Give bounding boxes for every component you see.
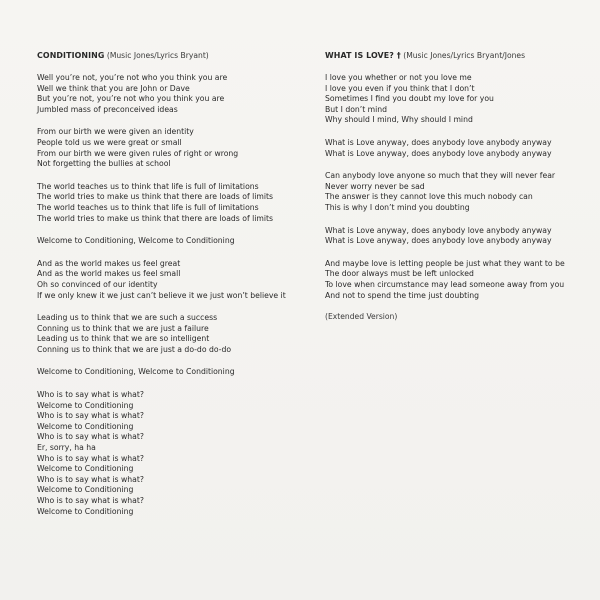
- lyric-line: What is Love anyway, does anybody love anybody anyway: [325, 148, 552, 158]
- song-credit: (Music Jones/Lyrics Bryant): [104, 51, 209, 60]
- lyric-line: Conning us to think that we are just a failure: [37, 323, 209, 333]
- lyric-line: Who is to say what is what?: [37, 496, 144, 505]
- stanza: [37, 236, 307, 247]
- lyric-line: Welcome to Conditioning: [37, 421, 134, 431]
- lyric-line: The world teaches us to think that life is full of limitations: [37, 202, 259, 212]
- lyric-line: The answer is they cannot love this much nobody can: [325, 192, 533, 202]
- version-note: (Extended Version): [325, 312, 398, 322]
- lyric-line: And maybe love is letting people be just what they want to be: [325, 258, 565, 268]
- lyric-line: What is Love anyway, does anybody love anybody anyway: [325, 236, 552, 246]
- lyric-line: And as the world makes us feel great: [37, 258, 181, 268]
- lyric-line: People told us we were great or small: [37, 137, 182, 147]
- lyric-line: This is why I don’t mind you doubting: [325, 202, 470, 212]
- lyric-line: Conning us to think that we are just a do-do do-do: [37, 344, 232, 354]
- lyric-line: Welcome to Conditioning, Welcome to Conditioning: [37, 236, 235, 246]
- song-heading: [37, 50, 307, 61]
- lyric-line: Well we think that you are John or Dave: [37, 83, 190, 93]
- lyric-line: But I don’t mind: [325, 104, 388, 114]
- lyric-line: I love you whether or not you love me: [325, 73, 472, 82]
- lyric-line: Er, sorry, ha ha: [37, 443, 96, 453]
- lyric-line: Welcome to Conditioning: [37, 464, 134, 474]
- song-title: WHAT IS LOVE? †: [325, 51, 401, 60]
- song-what-is-love: [325, 50, 595, 323]
- stanza: [37, 367, 307, 378]
- lyric-line: What is Love anyway, does anybody love anybody anyway: [325, 137, 552, 147]
- lyric-line: Leading us to think that we are such a success: [37, 313, 218, 323]
- lyric-line: Who is to say what is what?: [37, 453, 144, 463]
- song-heading: [325, 50, 595, 61]
- stanza: [37, 73, 307, 115]
- lyric-line: Never worry never be sad: [325, 181, 425, 191]
- lyric-line: What is Love anyway, does anybody love anybody anyway: [325, 225, 552, 235]
- stanza: [37, 182, 307, 224]
- stanza: [325, 259, 595, 301]
- lyric-line: If we only knew it we just can’t believe it we just won’t believe it: [37, 290, 286, 300]
- lyric-line: Welcome to Conditioning: [37, 506, 134, 516]
- lyric-line: Who is to say what is what?: [37, 474, 144, 484]
- stanza: [325, 73, 595, 126]
- song-conditioning: [37, 50, 307, 529]
- lyric-line: Sometimes I find you doubt my love for you: [325, 94, 494, 104]
- lyric-line: Jumbled mass of preconceived ideas: [37, 104, 178, 114]
- lyric-line: Who is to say what is what?: [37, 432, 144, 442]
- lyric-line: Leading us to think that we are so intelligent: [37, 334, 210, 344]
- song-title: CONDITIONING: [37, 51, 105, 60]
- stanza: [37, 259, 307, 301]
- lyric-line: Welcome to Conditioning, Welcome to Conditioning: [37, 367, 235, 377]
- stanza: [37, 127, 307, 169]
- lyric-line: And not to spend the time just doubting: [325, 290, 480, 300]
- lyric-line: The world tries to make us think that there are loads of limits: [37, 192, 274, 202]
- lyrics-body: [325, 73, 595, 301]
- lyric-line: From our birth we were given rules of right or wrong: [37, 148, 239, 158]
- lyric-line: Who is to say what is what?: [37, 390, 144, 400]
- lyric-line: Can anybody love anyone so much that they will never fear: [325, 171, 556, 181]
- lyric-line: From our birth we were given an identity: [37, 127, 194, 137]
- lyrics-body: [37, 73, 307, 517]
- lyric-line: Welcome to Conditioning: [37, 485, 134, 495]
- lyric-line: The world teaches us to think that life is full of limitations: [37, 181, 259, 191]
- lyric-line: Oh so convinced of our identity: [37, 279, 158, 289]
- lyric-line: And as the world makes us feel small: [37, 269, 181, 279]
- lyric-line: To love when circumstance may lead someone away from you: [325, 279, 565, 289]
- lyric-line: Not forgetting the bullies at school: [37, 159, 171, 169]
- lyric-line: But you’re not, you’re not who you think you are: [37, 94, 225, 104]
- lyric-line: Why should I mind, Why should I mind: [325, 115, 473, 125]
- lyric-line: Welcome to Conditioning: [37, 400, 134, 410]
- stanza: [325, 171, 595, 213]
- stanza: [37, 390, 307, 517]
- lyric-line: Well you’re not, you’re not who you think you are: [37, 73, 228, 82]
- stanza: [325, 138, 595, 159]
- song-credit: (Music Jones/Lyrics Bryant/Jones: [400, 51, 526, 60]
- stanza: [37, 313, 307, 355]
- stanza: [325, 226, 595, 247]
- lyric-line: I love you even if you think that I don’t: [325, 83, 475, 93]
- lyric-line: Who is to say what is what?: [37, 411, 144, 421]
- lyric-line: The world tries to make us think that there are loads of limits: [37, 213, 274, 223]
- lyric-line: The door always must be left unlocked: [325, 269, 474, 279]
